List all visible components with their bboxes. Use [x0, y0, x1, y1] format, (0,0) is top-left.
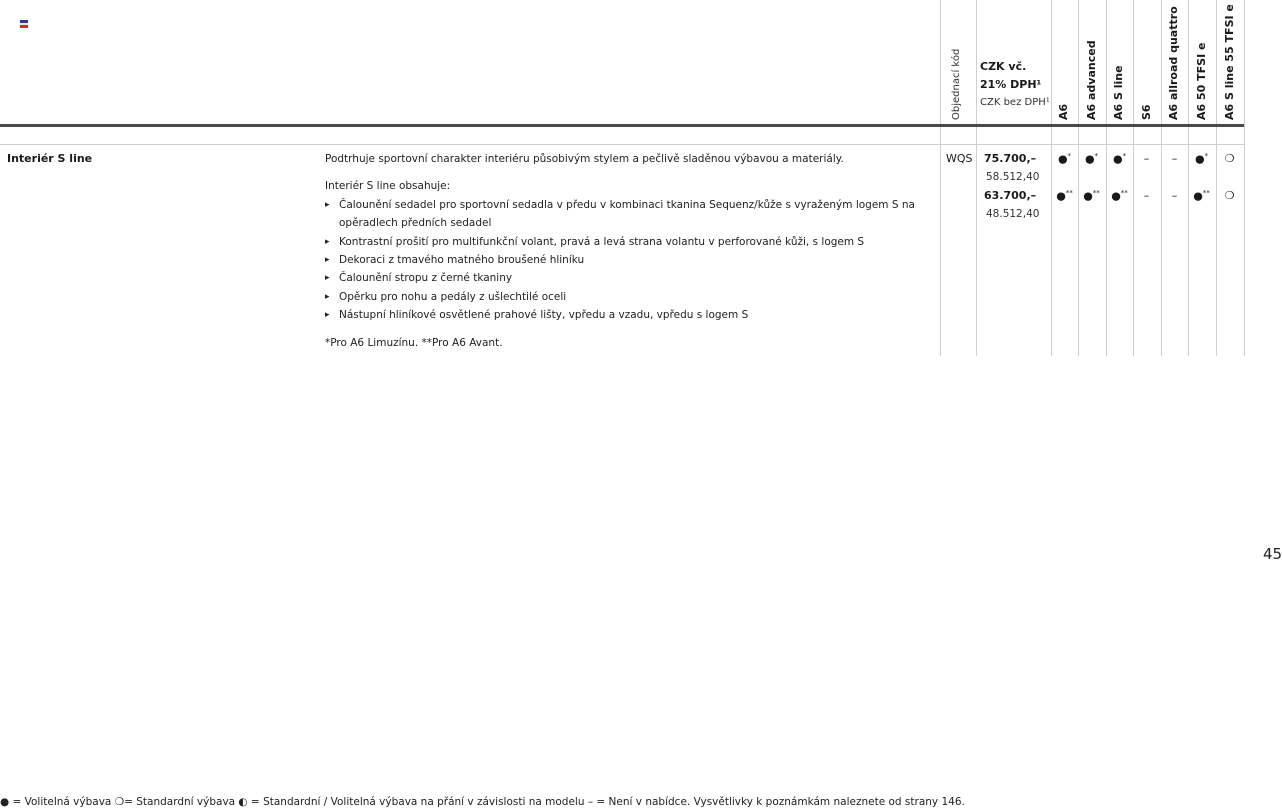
availability-mark — [1051, 189, 1078, 203]
mark-symbol: – — [1143, 189, 1150, 202]
mark-footnote-ref: ** — [1120, 189, 1128, 197]
availability-mark — [1078, 189, 1105, 203]
availability-mark — [1133, 189, 1160, 202]
mark-footnote-ref: ** — [1092, 189, 1100, 197]
list-item: ▸ Dekoraci z tmavého matného broušené hliníku — [325, 251, 935, 269]
availability-mark — [1078, 152, 1105, 166]
mark-symbol: ● — [1083, 189, 1093, 203]
price-excl: 58.512,40 — [986, 171, 1040, 184]
description-text: Podtrhuje sportovní charakter interiéru působivým stylem a pečlivě sladěnou výbavou a materiály. — [325, 153, 844, 165]
model-header-a6: A6 — [1057, 103, 1070, 120]
header-rule — [0, 124, 1244, 127]
contents-intro: Interiér S line obsahuje: — [325, 180, 451, 193]
availability-mark — [1106, 152, 1133, 166]
footnote: *Pro A6 Limuzínu. **Pro A6 Avant. — [325, 336, 503, 349]
list-item: ▸ Nástupní hliníkové osvětlené prahové lišty, vpředu a vzadu, vpředu s logem S — [325, 306, 935, 324]
availability-mark — [1188, 152, 1215, 166]
availability-mark — [1051, 152, 1078, 166]
mark-symbol: ● — [1057, 152, 1068, 166]
page-number: 45 — [1263, 545, 1282, 563]
price-excl-header: CZK bez DPH¹ — [980, 97, 1050, 108]
model-header-a6-s-line: A6 S line — [1112, 65, 1125, 120]
availability-mark — [1133, 152, 1160, 165]
price-block-1 — [984, 150, 1039, 187]
mark-footnote-ref: * — [1094, 152, 1099, 160]
column-divider — [1106, 0, 1107, 356]
mark-footnote-ref: ** — [1065, 189, 1073, 197]
mark-symbol: – — [1171, 189, 1178, 202]
column-divider — [1133, 0, 1134, 356]
column-divider — [1188, 0, 1189, 356]
model-header-a6-allroad: A6 allroad quattro — [1167, 6, 1180, 120]
availability-mark — [1106, 189, 1133, 203]
row-description — [325, 150, 935, 352]
column-divider — [940, 0, 941, 356]
order-code-header: Objednací kód — [951, 48, 962, 120]
availability-mark — [1161, 152, 1188, 165]
mark-symbol: ● — [1193, 189, 1203, 203]
list-item: ▸ Čalounění sedadel pro sportovní sedadla v předu v kombinaci tkanina Sequenz/kůže s vyraženým logem S na opěradlech předních sedadel — [325, 196, 935, 233]
model-header-a6-s-line-55-tfsi-e: A6 S line 55 TFSI e — [1223, 4, 1236, 120]
model-header-a6-50-tfsi-e: A6 50 TFSI e — [1195, 42, 1208, 120]
mark-symbol: ● — [1111, 189, 1121, 203]
language-flag-icon[interactable] — [20, 20, 28, 28]
price-header — [980, 58, 1050, 112]
column-divider — [1244, 0, 1245, 356]
availability-mark — [1161, 189, 1188, 202]
mark-symbol: – — [1171, 152, 1178, 165]
model-header-s6: S6 — [1140, 104, 1153, 120]
availability-mark — [1216, 152, 1243, 165]
column-divider — [976, 0, 977, 356]
contents-list — [325, 196, 935, 325]
list-item: ▸ Opěrku pro nohu a pedály z ušlechtilé oceli — [325, 288, 935, 306]
legend: ● = Volitelná výbava ❍= Standardní výbava ◐ = Standardní / Volitelná výbava na přání v závislosti na modelu – = Není v nabídce. Vysvětlivky k poznámkám naleznete od strany 146. — [0, 796, 965, 808]
mark-symbol: – — [1143, 152, 1150, 165]
column-divider — [1216, 0, 1217, 356]
mark-symbol: ● — [1084, 152, 1095, 166]
column-divider — [1078, 0, 1079, 356]
price-block-2 — [984, 187, 1039, 224]
model-header-a6-advanced: A6 advanced — [1085, 40, 1098, 120]
list-item: ▸ Čalounění stropu z černé tkaniny — [325, 269, 935, 287]
column-divider — [1161, 0, 1162, 356]
price-incl: 63.700,– — [984, 189, 1037, 202]
column-divider — [1051, 0, 1052, 356]
list-item: ▸ Kontrastní prošití pro multifunkční volant, pravá a levá strana volantu v perforované kůži, s logem S — [325, 233, 935, 251]
price-incl-header: CZK vč. 21% DPH¹ — [980, 60, 1042, 91]
availability-mark — [1216, 189, 1243, 202]
mark-footnote-ref: * — [1122, 152, 1127, 160]
mark-symbol: ● — [1194, 152, 1205, 166]
price-incl: 75.700,– — [984, 152, 1037, 165]
row-title: Interiér S line — [7, 152, 93, 165]
price-excl: 48.512,40 — [986, 208, 1040, 221]
row-divider — [0, 144, 1244, 145]
mark-symbol: ❍ — [1224, 189, 1235, 202]
order-code: WQS — [946, 152, 973, 165]
mark-symbol: ❍ — [1224, 152, 1235, 165]
mark-symbol: ● — [1112, 152, 1123, 166]
mark-footnote-ref: ** — [1202, 189, 1210, 197]
mark-footnote-ref: * — [1067, 152, 1072, 160]
availability-mark — [1188, 189, 1215, 203]
mark-symbol: ● — [1056, 189, 1066, 203]
mark-footnote-ref: * — [1204, 152, 1209, 160]
